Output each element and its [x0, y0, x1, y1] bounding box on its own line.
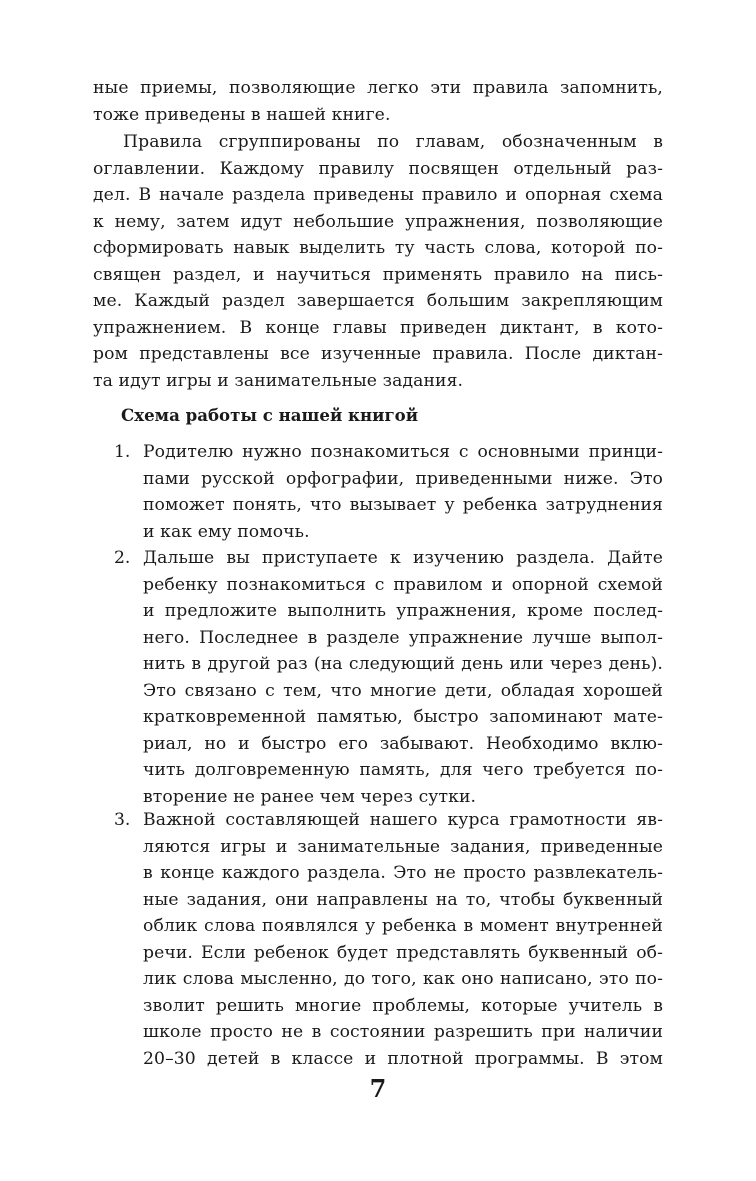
text-line: нить в другой раз (на следующий день или через день). [143, 654, 663, 674]
text-line: риал, но и быстро его забывают. Необходимо вклю- [143, 733, 663, 754]
text-line: и как ему помочь. [143, 521, 310, 542]
text-line: лик слова мысленно, до того, как оно написано, это по- [143, 969, 663, 989]
text-line: облик слова появлялся у ребенка в момент внутренней [143, 916, 663, 936]
list-item-number: 2. [114, 548, 131, 568]
text-line: него. Последнее в разделе упражнение лучше выпол- [143, 627, 663, 648]
text-line: ром представлены все изученные правила. После диктан- [93, 344, 663, 364]
text-line: ные приемы, позволяющие легко эти правила запомнить, [93, 78, 663, 98]
list-item-body [143, 439, 663, 545]
text-line: Это связано с тем, что многие дети, обладая хорошей [143, 680, 663, 701]
text-line: ме. Каждый раздел завершается большим закрепляющим [93, 291, 663, 311]
text-line: сформировать навык выделить ту часть слова, которой по- [93, 238, 663, 258]
text-line: в конце каждого раздела. Это не просто развлекатель- [143, 863, 663, 883]
text-line: ляются игры и занимательные задания, приведенные [143, 836, 663, 857]
text-line: чить долговременную память, для чего требуется по- [143, 760, 663, 780]
text-line: кратковременной памятью, быстро запоминают мате- [143, 707, 663, 727]
text-line: вторение не ранее чем через сутки. [143, 786, 477, 807]
text-line: упражнением. В конце главы приведен диктант, в кото- [93, 317, 663, 338]
list-item-body [143, 545, 663, 810]
text-line: оглавлении. Каждому правилу посвящен отдельный раз- [93, 158, 663, 179]
text-line: Дальше вы приступаете к изучению раздела. Дайте [143, 548, 663, 568]
text-line: дел. В начале раздела приведены правило и опорная схема [93, 185, 663, 205]
list-item-body [143, 807, 663, 1072]
text-line: 20–30 детей в классе и плотной программы. В этом [143, 1048, 663, 1069]
text-line: тоже приведены в нашей книге. [93, 104, 391, 125]
text-line: священ раздел, и научиться применять правило на пись- [93, 264, 663, 285]
page-number: 7 [369, 1074, 387, 1103]
text-line: и предложите выполнить упражнения, кроме послед- [143, 601, 663, 621]
text-line: поможет понять, что вызывает у ребенка затруднения [143, 495, 663, 515]
structure-paragraph [93, 129, 663, 394]
text-line: Правила сгруппированы по главам, обозначенным в [123, 132, 663, 152]
section-heading: Схема работы с нашей книгой [121, 405, 419, 425]
text-line: Родителю нужно познакомиться с основными принци- [143, 442, 663, 462]
list-item-number: 1. [114, 442, 131, 462]
text-line: к нему, затем идут небольшие упражнения, позволяющие [93, 211, 663, 232]
text-line: зволит решить многие проблемы, которые учитель в [143, 995, 663, 1016]
text-line: школе просто не в состоянии разрешить при наличии [143, 1022, 663, 1042]
text-line: та идут игры и занимательные задания. [93, 370, 464, 391]
text-line: речи. Если ребенок будет представлять буквенный об- [143, 942, 663, 963]
text-line: Важной составляющей нашего курса грамотности яв- [143, 810, 663, 830]
text-line: пами русской орфографии, приведенными ниже. Это [143, 468, 663, 489]
list-item-number: 3. [114, 810, 131, 830]
intro-paragraph [93, 75, 663, 128]
text-line: ные задания, они направлены на то, чтобы буквенный [143, 889, 663, 910]
text-line: ребенку познакомиться с правилом и опорной схемой [143, 574, 663, 595]
